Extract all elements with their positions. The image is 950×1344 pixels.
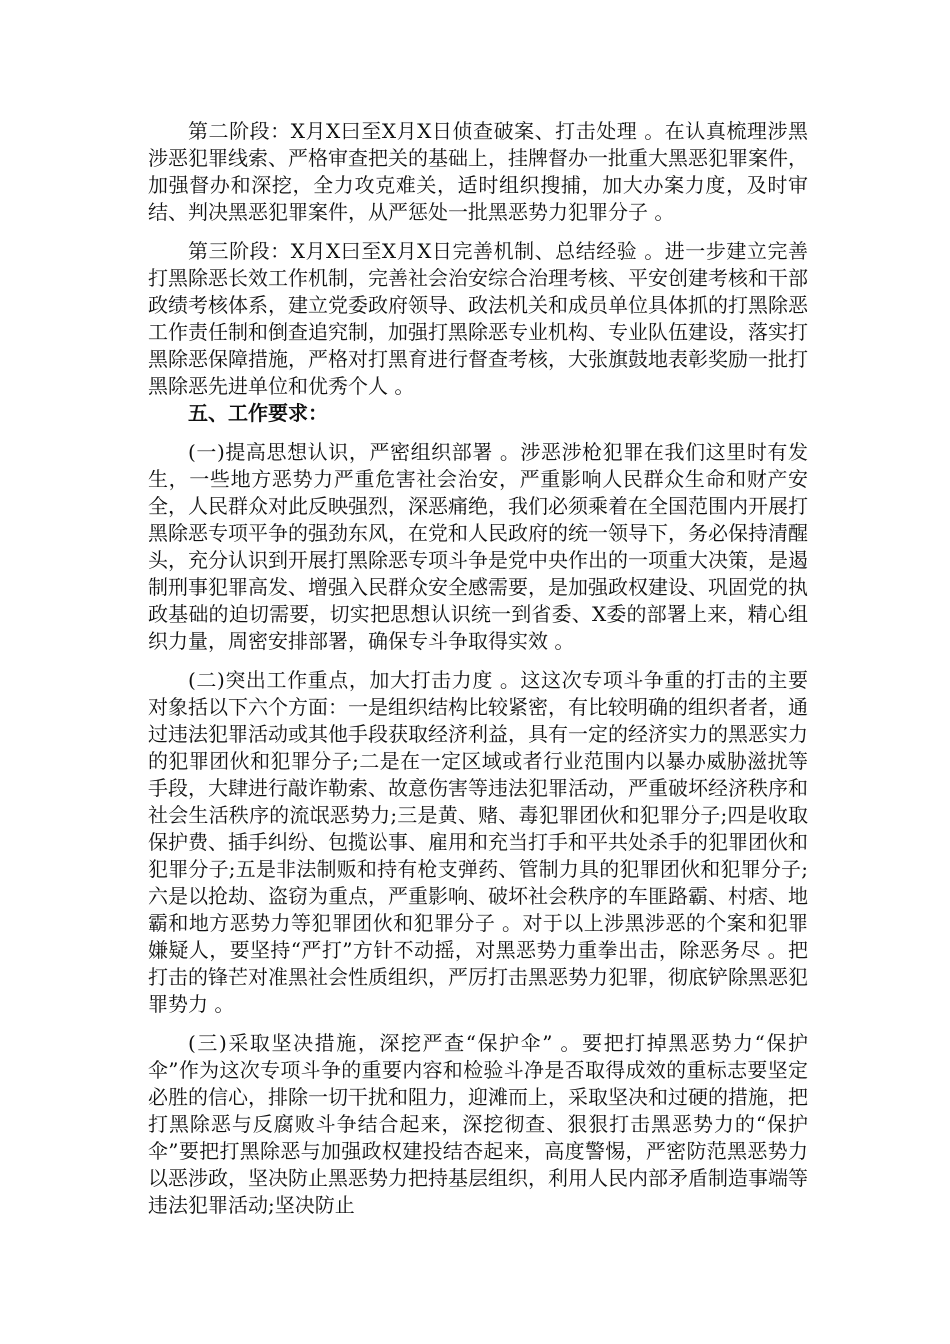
paragraph-requirement-three: (三)采取坚决措施，深挖严查“保护伞” 。要把打掉黑恶势力“保护伞”作为这次专项斗争的重要内容和检验斗净是否取得成效的重标志要坚定必胜的信心，排除一切干扰和阻力，迎滩而上，采取坚决和过硬的措施，把打黑除恶与反腐败斗争结合起来，深挖彻查、狠狠打击黑恶势力的“保护伞”要把打黑除恶与加强政权建投结杏起来，高度警惕，严密防范黑恶势力以恶涉政，坚决防止黑恶势力把持基层组织，利用人民内部矛盾制造事端等违法犯罪活动;坚决防止 [148,1031,808,1217]
section-heading-work-requirements: 五、工作要求： [188,401,328,425]
document-body [148,118,808,1219]
paragraph-requirement-one: (一)提高思想认识，严密组织部署 。涉恶涉枪犯罪在我们这里时有发生，一些地方恶势力严重危害社会治安，严重影响人民群众生命和财产安全，人民群众对此反映强烈，深恶痛绝，我们必须乘着在全国范围内开展打黑除恶专项平争的强劲东风，在党和人民政府的统一领导下，务必保持清醒头，充分认识到开展打黑除恶专项斗争是党中央作出的一项重大决策，是遏制刑事犯罪高发、增强入民群众安全感需要，是加强政权建设、巩固党的执政基础的迫切需要，切实把思想认识统一到省委、X委的部署上来，精心组织力量，周密安排部署，确保专斗争取得实效 。 [148,440,808,653]
paragraph-stage-three: 第三阶段：X月X曰至X月X日完善机制、总结经验 。进一步建立完善打黑除恶长效工作机制，完善社会治安综合治理考核、平安创建考核和干部政绩考核体系，建立党委政府领导、政法机关和成员单位具体抓的打黑除恶工作责任制和倒查追究制，加强打黑除恶专业机构、专业队伍建设，落实打黑除恶保障措施，严格对打黑育进行督查考核，大张旗鼓地表彰奖励一批打黑除恶先进单位和优秀个人 。 [148,239,808,398]
paragraph-requirement-two: (二)突出工作重点，加大打击力度 。这这次专项斗争重的打击的主要对象括以下六个方面：一是组织结构比较紧密，有比较明确的组织者者，通过违法犯罪活动或其他手段获取经济利益，具有一定的经济实力的黑恶实力的犯罪团伙和犯罪分子;二是在一定区域或者行业范围内以暴办威胁滋扰等手段，大肆进行敲诈勒索、故意伤害等违法犯罪活动，严重破坏经济秩序和社会生活秩序的流氓恶势力;三是黄、赌、毒犯罪团伙和犯罪分子;四是收取保护费、插手纠纷、包揽讼事、雇用和充当打手和平共处杀手的犯罪团伙和犯罪分子;五是非法制贩和持有枪支弹药、管制力具的犯罪团伙和犯罪分子;六是以抢劫、盗窃为重点，严重影响、破坏社会秩序的车匪路霸、村痞、地霸和地方恶势力等犯罪团伙和犯罪分子 。对于以上涉黑涉恶的个案和犯罪嫌疑人，要坚持“严打”方针不动摇，对黑恶势力重拳出击，除恶务尽 。把打击的锋芒对准黑社会性质组织，严厉打击黑恶势力犯罪，彻底铲除黑恶犯罪势力 。 [148,668,808,1016]
paragraph-stage-two: 第二阶段：X月X曰至X月X日侦查破案、打击处理 。在认真梳理涉黑涉恶犯罪线索、严格审查把关的基础上，挂牌督办一批重大黑恶犯罪案件，加强督办和深挖，全力攻克难关，适时组织搜捕，加大办案力度，及时审结、判决黑恶犯罪案件，从严惩处一批黑恶势力犯罪分子 。 [148,119,808,224]
